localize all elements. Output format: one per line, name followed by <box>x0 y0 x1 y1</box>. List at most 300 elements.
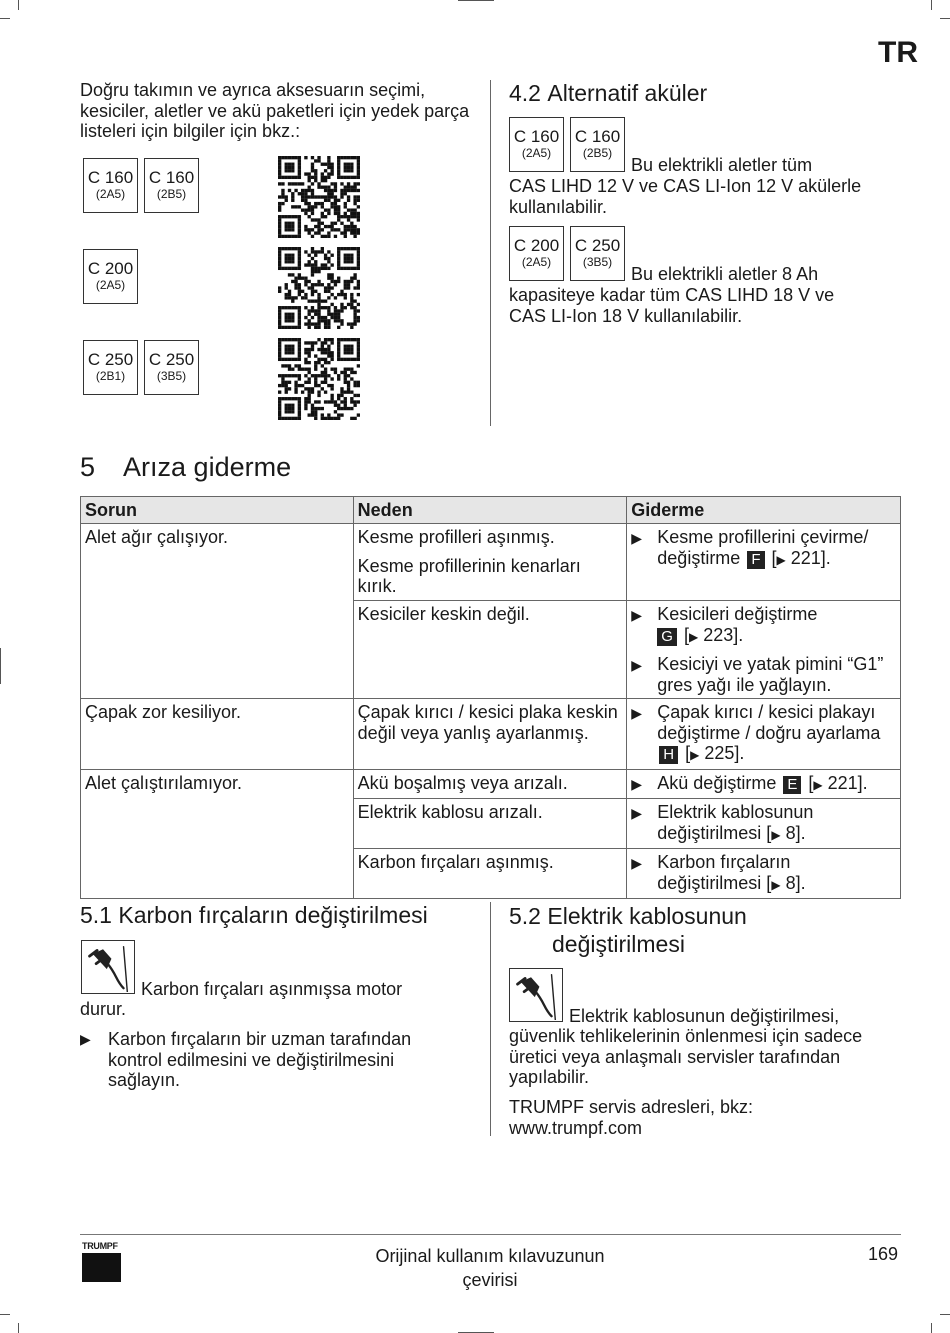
qr-module <box>285 384 288 387</box>
qr-module <box>357 172 360 175</box>
qr-module <box>353 202 356 205</box>
qr-module <box>285 283 288 286</box>
qr-module <box>311 263 314 266</box>
page-reference-link[interactable]: 221]. <box>827 772 868 793</box>
qr-module <box>347 387 350 390</box>
qr-module <box>337 156 340 159</box>
qr-module <box>317 270 320 273</box>
qr-module <box>334 309 337 312</box>
qr-module <box>288 313 291 316</box>
qr-module <box>285 374 288 377</box>
qr-module <box>347 368 350 371</box>
qr-module <box>330 222 333 225</box>
qr-module <box>314 299 317 302</box>
qr-module <box>344 254 347 257</box>
qr-module <box>298 260 301 263</box>
qr-module <box>317 394 320 397</box>
qr-module <box>327 296 330 299</box>
website-link[interactable]: www.trumpf.com <box>509 1117 643 1138</box>
qr-module <box>347 247 350 250</box>
qr-module <box>321 222 324 225</box>
bullet-arrow-icon: ▶ <box>631 805 643 821</box>
qr-module <box>304 189 307 192</box>
qr-module <box>291 299 294 302</box>
bullet-arrow-icon: ▶ <box>631 657 643 673</box>
qr-module <box>311 156 314 159</box>
qr-module <box>324 377 327 380</box>
qr-module <box>357 293 360 296</box>
page-reference-link[interactable]: 225]. <box>704 743 745 763</box>
qr-module <box>334 280 337 283</box>
qr-module <box>321 247 324 250</box>
qr-module <box>278 254 281 257</box>
qr-module <box>344 377 347 380</box>
qr-module <box>337 348 340 351</box>
qr-module <box>314 410 317 413</box>
qr-module <box>285 225 288 228</box>
document-title: Orijinal kullanım kılavuzunun çevirisi <box>375 1246 605 1290</box>
qr-module <box>278 338 281 341</box>
qr-module <box>334 222 337 225</box>
qr-module <box>324 208 327 211</box>
qr-module <box>281 417 284 420</box>
qr-module <box>357 218 360 221</box>
qr-module <box>321 306 324 309</box>
qr-module <box>294 390 297 393</box>
qr-module <box>350 215 353 218</box>
qr-module <box>281 364 284 367</box>
qr-module <box>288 358 291 361</box>
qr-module <box>330 377 333 380</box>
qr-module <box>334 212 337 215</box>
qr-module <box>327 286 330 289</box>
cause-cell: Kesiciler keskin değil. <box>353 601 627 699</box>
qr-module <box>278 222 281 225</box>
qr-module <box>334 199 337 202</box>
qr-module <box>304 202 307 205</box>
qr-module <box>327 417 330 420</box>
qr-module <box>288 410 291 413</box>
qr-module <box>314 322 317 325</box>
qr-module <box>347 254 350 257</box>
qr-module <box>353 273 356 276</box>
qr-module <box>304 250 307 253</box>
qr-module <box>298 286 301 289</box>
qr-module <box>311 341 314 344</box>
qr-module <box>353 394 356 397</box>
qr-module <box>350 189 353 192</box>
qr-module <box>344 381 347 384</box>
qr-module <box>334 228 337 231</box>
qr-module <box>357 257 360 260</box>
qr-module <box>278 410 281 413</box>
qr-module <box>321 176 324 179</box>
qr-module <box>321 212 324 215</box>
qr-module <box>308 348 311 351</box>
qr-module <box>278 341 281 344</box>
qr-module <box>327 374 330 377</box>
qr-module <box>298 413 301 416</box>
qr-module <box>317 303 320 306</box>
qr-module <box>321 267 324 270</box>
qr-module <box>278 313 281 316</box>
cause-cell: Elektrik kablosu arızalı. <box>353 799 627 849</box>
qr-module <box>317 348 320 351</box>
qr-module <box>291 222 294 225</box>
qr-module <box>344 247 347 250</box>
qr-module <box>327 235 330 238</box>
qr-module <box>353 195 356 198</box>
qr-module <box>321 283 324 286</box>
reference-arrow-icon: ▶ <box>776 552 786 567</box>
qr-module <box>334 368 337 371</box>
qr-module <box>330 417 333 420</box>
qr-module <box>350 169 353 172</box>
qr-module <box>353 322 356 325</box>
qr-module <box>285 235 288 238</box>
qr-module <box>291 205 294 208</box>
qr-module <box>353 381 356 384</box>
qr-module <box>308 377 311 380</box>
qr-module <box>308 322 311 325</box>
qr-module <box>350 254 353 257</box>
qr-module <box>314 381 317 384</box>
qr-module <box>281 267 284 270</box>
qr-module <box>344 293 347 296</box>
qr-module <box>291 247 294 250</box>
qr-module <box>298 231 301 234</box>
qr-module <box>317 293 320 296</box>
qr-module <box>321 299 324 302</box>
qr-module <box>344 348 347 351</box>
qr-code[interactable] <box>278 247 360 329</box>
qr-module <box>353 215 356 218</box>
qr-module <box>314 354 317 357</box>
qr-module <box>285 348 288 351</box>
qr-module <box>324 381 327 384</box>
qr-module <box>285 228 288 231</box>
qr-module <box>353 400 356 403</box>
qr-module <box>304 404 307 407</box>
qr-module <box>353 267 356 270</box>
qr-module <box>291 345 294 348</box>
plug-icon <box>509 968 563 1022</box>
qr-module <box>301 192 304 195</box>
qr-module <box>291 199 294 202</box>
qr-module <box>321 413 324 416</box>
qr-module <box>337 407 340 410</box>
qr-module <box>294 277 297 280</box>
qr-module <box>353 404 356 407</box>
qr-module <box>324 371 327 374</box>
qr-module <box>278 176 281 179</box>
qr-code[interactable] <box>278 156 360 238</box>
qr-module <box>285 257 288 260</box>
qr-module <box>344 397 347 400</box>
qr-module <box>285 247 288 250</box>
page-reference-link[interactable]: 223]. <box>703 624 744 645</box>
qr-module <box>281 235 284 238</box>
qr-module <box>304 387 307 390</box>
qr-module <box>353 208 356 211</box>
qr-module <box>337 417 340 420</box>
qr-module <box>288 247 291 250</box>
qr-module <box>317 316 320 319</box>
qr-module <box>285 169 288 172</box>
qr-module <box>285 199 288 202</box>
qr-module <box>330 277 333 280</box>
qr-module <box>294 176 297 179</box>
qr-module <box>311 182 314 185</box>
qr-module <box>311 218 314 221</box>
qr-module <box>337 166 340 169</box>
qr-module <box>344 400 347 403</box>
qr-module <box>350 390 353 393</box>
qr-module <box>285 156 288 159</box>
qr-module <box>347 182 350 185</box>
qr-module <box>350 299 353 302</box>
qr-module <box>291 326 294 329</box>
qr-module <box>350 156 353 159</box>
qr-module <box>350 225 353 228</box>
qr-module <box>340 338 343 341</box>
qr-module <box>314 202 317 205</box>
qr-module <box>308 400 311 403</box>
qr-module <box>337 413 340 416</box>
qr-module <box>347 199 350 202</box>
qr-module <box>278 260 281 263</box>
qr-module <box>294 374 297 377</box>
qr-module <box>278 345 281 348</box>
qr-module <box>357 348 360 351</box>
qr-module <box>327 156 330 159</box>
crop-mark <box>0 18 10 19</box>
bullet-arrow-icon: ▶ <box>80 1031 91 1047</box>
qr-module <box>291 338 294 341</box>
qr-module <box>288 348 291 351</box>
qr-module <box>337 397 340 400</box>
qr-module <box>327 260 330 263</box>
brush-warning-text: durur. <box>80 999 127 1019</box>
qr-module <box>317 182 320 185</box>
qr-module <box>281 326 284 329</box>
qr-module <box>281 156 284 159</box>
qr-module <box>353 316 356 319</box>
qr-module <box>334 319 337 322</box>
qr-module <box>291 273 294 276</box>
qr-module <box>278 404 281 407</box>
qr-module <box>344 296 347 299</box>
qr-module <box>285 390 288 393</box>
table-row <box>81 769 901 799</box>
qr-module <box>324 299 327 302</box>
qr-module <box>324 263 327 266</box>
qr-module <box>278 322 281 325</box>
qr-module <box>357 319 360 322</box>
qr-module <box>350 326 353 329</box>
qr-module <box>357 286 360 289</box>
qr-module <box>357 400 360 403</box>
qr-module <box>304 361 307 364</box>
qr-module <box>340 182 343 185</box>
fix-cell: ▶ Kesicileri değiştirme G [▶ 223]. ▶ Kesiciyi ve yatak pimini “G1” gres yağı ile yağlayın. <box>627 601 901 699</box>
qr-module <box>324 215 327 218</box>
qr-module <box>324 235 327 238</box>
qr-module <box>337 277 340 280</box>
qr-module <box>344 260 347 263</box>
qr-module <box>324 189 327 192</box>
qr-module <box>285 397 288 400</box>
qr-module <box>308 368 311 371</box>
qr-module <box>291 215 294 218</box>
qr-module <box>337 247 340 250</box>
fix-cell: ▶ Karbon fırçaların değiştirilmesi [▶ 8]. <box>627 849 901 899</box>
qr-module <box>288 296 291 299</box>
column-header: Neden <box>353 497 627 524</box>
crop-mark <box>940 18 950 19</box>
qr-module <box>304 306 307 309</box>
qr-module <box>330 303 333 306</box>
qr-module <box>301 290 304 293</box>
qr-module <box>304 228 307 231</box>
qr-module <box>357 263 360 266</box>
qr-module <box>321 351 324 354</box>
qr-module <box>298 397 301 400</box>
qr-module <box>298 215 301 218</box>
qr-module <box>324 316 327 319</box>
qr-module <box>327 212 330 215</box>
qr-module <box>308 394 311 397</box>
qr-module <box>350 212 353 215</box>
qr-module <box>288 260 291 263</box>
qr-module <box>327 326 330 329</box>
qr-module <box>291 254 294 257</box>
qr-module <box>334 186 337 189</box>
qr-module <box>291 316 294 319</box>
model-box: C 160 (2B5) <box>570 117 625 172</box>
qr-module <box>304 225 307 228</box>
qr-module <box>337 280 340 283</box>
qr-module <box>324 390 327 393</box>
qr-module <box>347 208 350 211</box>
qr-module <box>317 195 320 198</box>
qr-module <box>357 176 360 179</box>
qr-module <box>330 225 333 228</box>
qr-module <box>298 172 301 175</box>
qr-module <box>294 296 297 299</box>
qr-module <box>298 283 301 286</box>
qr-module <box>327 159 330 162</box>
qr-module <box>350 208 353 211</box>
qr-module <box>321 228 324 231</box>
page-reference-link[interactable]: 8]. <box>785 822 806 843</box>
qr-module <box>294 387 297 390</box>
qr-module <box>294 338 297 341</box>
qr-module <box>327 172 330 175</box>
qr-module <box>357 212 360 215</box>
qr-module <box>304 192 307 195</box>
qr-module <box>291 156 294 159</box>
qr-module <box>330 394 333 397</box>
qr-module <box>294 283 297 286</box>
qr-module <box>334 283 337 286</box>
qr-module <box>337 159 340 162</box>
qr-module <box>317 225 320 228</box>
qr-module <box>298 326 301 329</box>
qr-module <box>308 179 311 182</box>
qr-module <box>291 306 294 309</box>
qr-module <box>317 361 320 364</box>
qr-module <box>340 358 343 361</box>
qr-module <box>353 313 356 316</box>
problem-cell: Alet çalıştırılamıyor. <box>81 769 354 899</box>
qr-module <box>288 417 291 420</box>
qr-module <box>314 341 317 344</box>
qr-module <box>337 218 340 221</box>
qr-module <box>288 316 291 319</box>
qr-module <box>298 322 301 325</box>
qr-code[interactable] <box>278 338 360 420</box>
qr-module <box>291 410 294 413</box>
qr-module <box>340 400 343 403</box>
qr-module <box>308 313 311 316</box>
qr-module <box>285 267 288 270</box>
qr-module <box>304 296 307 299</box>
qr-module <box>278 267 281 270</box>
qr-module <box>298 313 301 316</box>
model-box: C 250 (3B5) <box>570 226 625 281</box>
qr-module <box>285 163 288 166</box>
qr-module <box>347 225 350 228</box>
qr-module <box>285 293 288 296</box>
qr-module <box>317 374 320 377</box>
qr-module <box>298 250 301 253</box>
column-divider <box>490 80 491 426</box>
page-reference-link[interactable]: 8]. <box>785 872 806 893</box>
qr-module <box>324 348 327 351</box>
qr-module <box>314 260 317 263</box>
qr-module <box>317 299 320 302</box>
qr-module <box>314 205 317 208</box>
qr-module <box>321 316 324 319</box>
qr-module <box>344 228 347 231</box>
page-reference-link[interactable]: 221]. <box>790 547 831 568</box>
qr-module <box>350 306 353 309</box>
qr-module <box>327 176 330 179</box>
qr-module <box>330 358 333 361</box>
qr-module <box>294 381 297 384</box>
qr-module <box>321 263 324 266</box>
qr-module <box>344 345 347 348</box>
qr-module <box>294 156 297 159</box>
qr-module <box>311 205 314 208</box>
cause-cell: Çapak kırıcı / kesici plaka keskin değil veya yanlış ayarlanmış. <box>353 699 627 770</box>
qr-module <box>304 280 307 283</box>
qr-module <box>327 267 330 270</box>
qr-module <box>314 313 317 316</box>
qr-module <box>337 338 340 341</box>
qr-module <box>344 202 347 205</box>
qr-module <box>330 189 333 192</box>
qr-module <box>353 277 356 280</box>
qr-module <box>324 176 327 179</box>
qr-module <box>324 290 327 293</box>
qr-module <box>304 212 307 215</box>
qr-module <box>353 286 356 289</box>
qr-module <box>308 397 311 400</box>
qr-module <box>298 319 301 322</box>
qr-module <box>298 257 301 260</box>
